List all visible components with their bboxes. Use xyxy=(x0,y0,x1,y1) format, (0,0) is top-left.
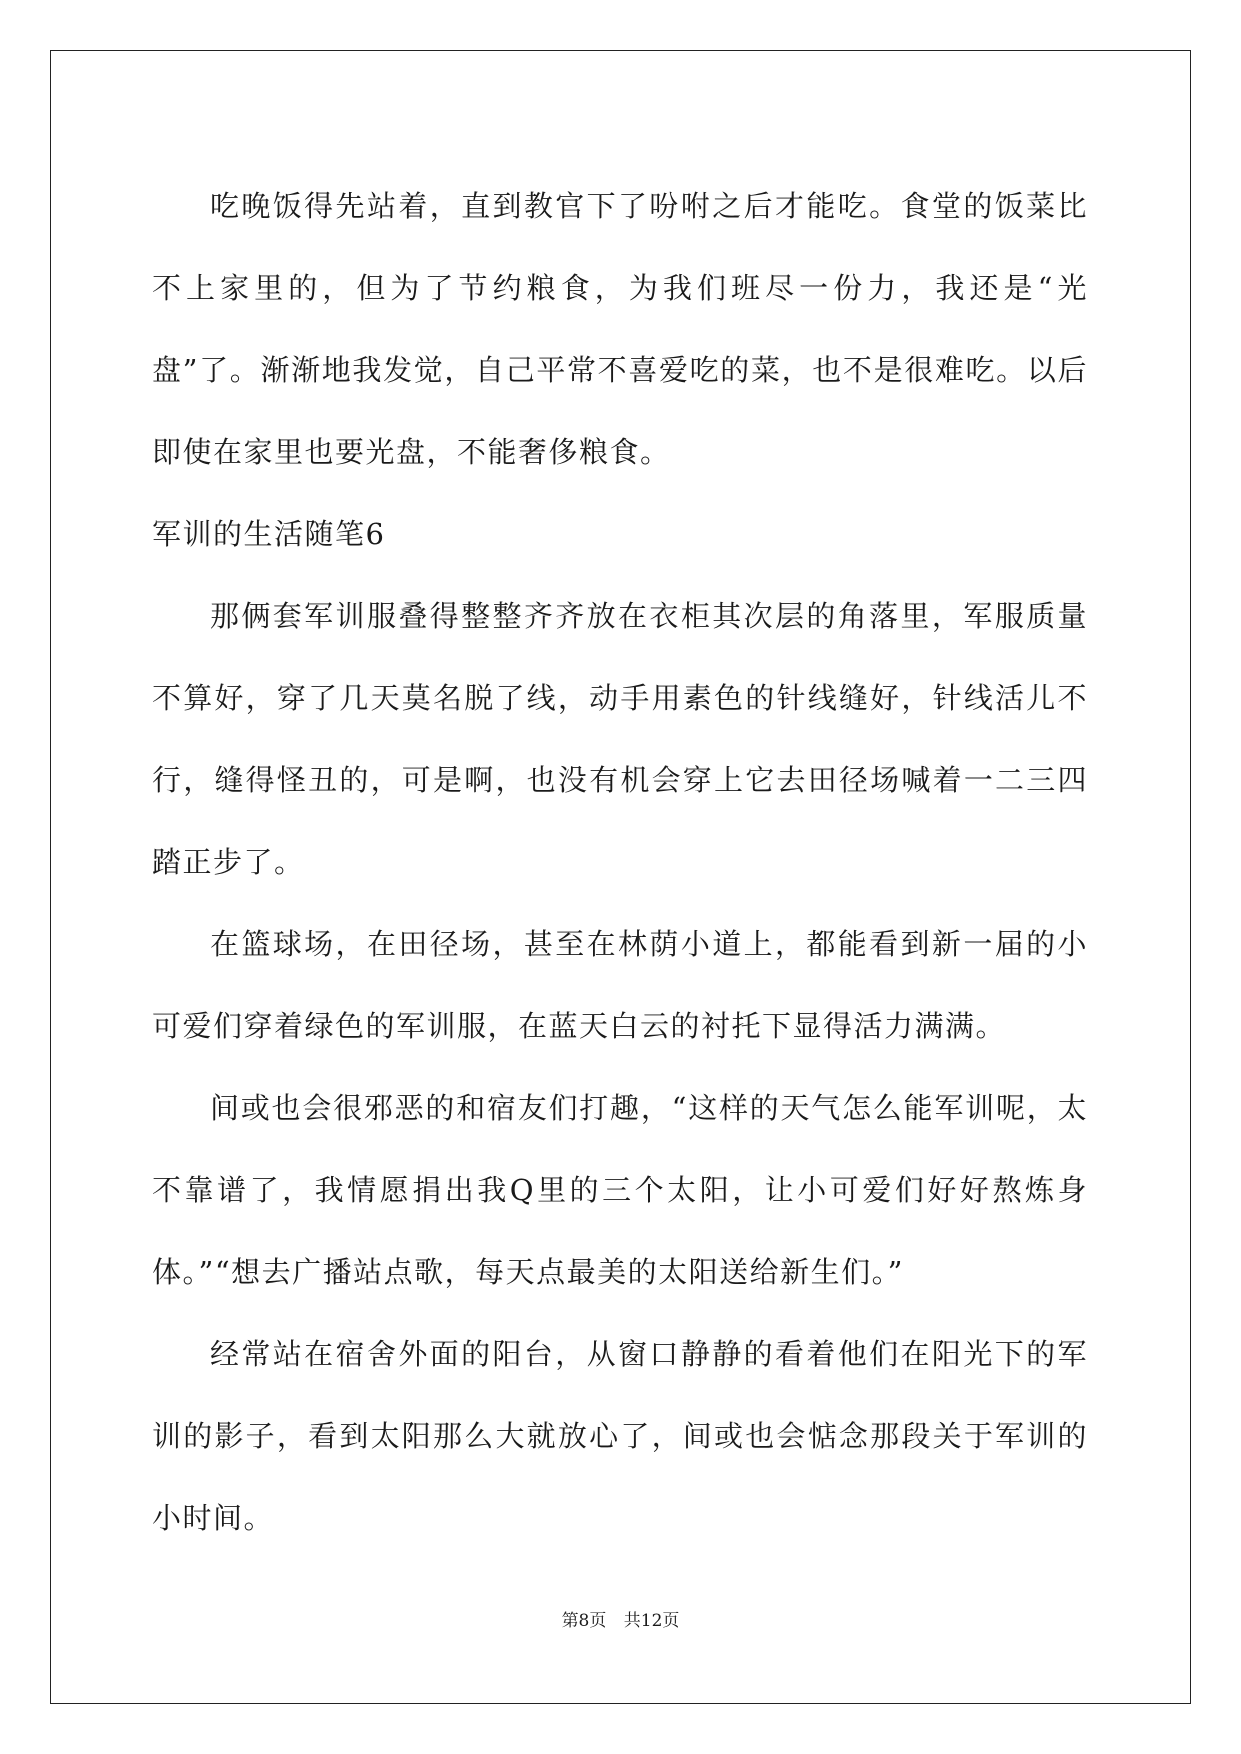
page-total: 共12页 xyxy=(623,1611,680,1631)
document-body xyxy=(152,165,1088,1559)
paragraph-intro: 吃晚饭得先站着，直到教官下了吩咐之后才能吃。食堂的饭菜比不上家里的，但为了节约粮食，为我们班尽一份力，我还是“光盘”了。渐渐地我发觉，自己平常不喜爱吃的菜，也不是很难吃。以后即使在家里也要光盘，不能奢侈粮食。 xyxy=(152,189,1088,469)
paragraph-2: 在篮球场，在田径场，甚至在林荫小道上，都能看到新一届的小可爱们穿着绿色的军训服，在蓝天白云的衬托下显得活力满满。 xyxy=(152,927,1088,1043)
section-heading: 军训的生活随笔6 xyxy=(152,517,386,551)
paragraph-3: 间或也会很邪恶的和宿友们打趣，“这样的天气怎么能军训呢，太不靠谱了，我情愿捐出我Q里的三个太阳，让小可爱们好好熬炼身体。”“想去广播站点歌，每天点最美的太阳送给新生们。” xyxy=(152,1091,1088,1289)
paragraph-1: 那俩套军训服叠得整整齐齐放在衣柜其次层的角落里，军服质量不算好，穿了几天莫名脱了线，动手用素色的针线缝好，针线活儿不行，缝得怪丑的，可是啊，也没有机会穿上它去田径场喊着一二三四踏正步了。 xyxy=(152,599,1088,879)
paragraph-4: 经常站在宿舍外面的阳台，从窗口静静的看着他们在阳光下的军训的影子，看到太阳那么大就放心了，间或也会惦念那段关于军训的小时间。 xyxy=(152,1337,1088,1535)
page-number: 第8页 xyxy=(561,1611,607,1631)
page-footer xyxy=(0,1606,1241,1631)
